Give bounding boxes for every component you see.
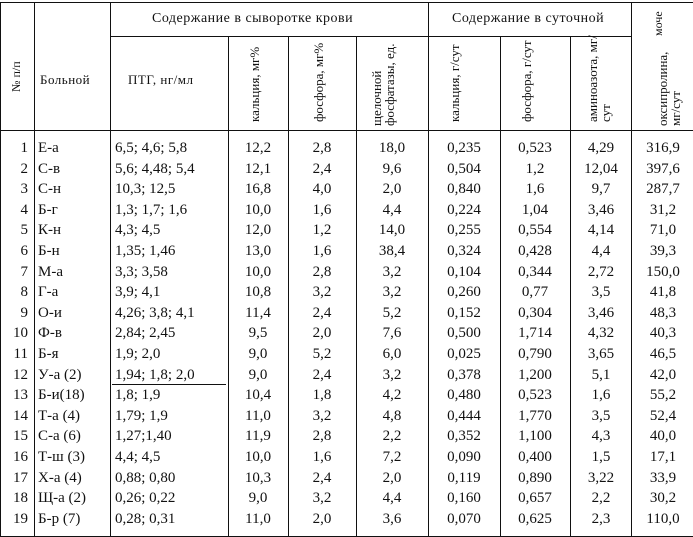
cell-patient: О-и [38,304,62,321]
cell-ca-u: 0,070 [447,510,481,527]
cell-pth: 4,3; 4,5 [115,222,161,239]
cell-n: 8 [20,284,28,301]
cell-amino: 2,3 [591,510,611,527]
cell-pth: 1,94; 1,8; 2,0 [115,366,195,383]
cell-pth: 0,26; 0,22 [115,490,176,507]
cell-patient: С-н [38,181,62,198]
cell-ca: 16,8 [244,181,272,198]
cell-pth: 1,35; 1,46 [115,243,176,259]
cell-ca-u: 0,840 [447,181,481,198]
col-divider-4 [288,36,289,537]
table-top-border [0,2,693,3]
cell-ca: 9,0 [248,490,268,507]
cell-p: 5,2 [312,346,332,362]
cell-ca: 9,5 [248,325,268,342]
cell-patient: Щ-а (2) [38,490,87,507]
cell-p: 2,8 [312,263,332,280]
col-divider-5 [356,36,357,537]
cell-ca-u: 0,352 [447,428,481,445]
col-divider-2 [110,2,111,537]
cell-hyp: 52,4 [649,407,677,424]
cell-hyp: 397,6 [646,160,680,177]
table-left-border [0,2,1,537]
cell-hyp: 40,0 [649,428,677,445]
cell-ca: 11,9 [245,428,271,445]
cell-n: 19 [13,510,28,527]
cell-amino: 5,1 [591,366,611,383]
cell-p-u: 0,890 [518,469,552,486]
cell-p-u: 0,304 [518,304,552,321]
cell-alk: 7,6 [382,325,402,342]
cell-ca-u: 0,378 [447,366,481,383]
cell-hyp: 110,0 [646,510,680,527]
cell-pth: 1,3; 1,7; 1,6 [115,201,188,218]
cell-n: 4 [20,201,28,218]
cell-p-u: 1,04 [521,201,549,218]
cell-pth: 0,28; 0,31 [115,510,176,527]
cell-p: 1,6 [312,449,332,465]
cell-p: 2,8 [312,140,332,156]
cell-alk: 2,0 [382,181,402,198]
cell-hyp: 150,0 [646,263,680,280]
cell-amino: 1,6 [591,387,611,404]
cell-ca-u: 0,119 [447,469,481,486]
cell-p-u: 0,400 [518,449,552,465]
col-divider-1 [34,2,35,537]
cell-pth: 1,8; 1,9 [115,387,161,404]
cell-ca-u: 0,504 [447,160,481,177]
cell-n: 9 [20,304,28,321]
cell-patient: Е-а [38,140,59,156]
cell-n: 12 [13,366,28,383]
cell-ca: 11,0 [245,407,271,424]
cell-alk: 2,0 [382,469,402,486]
cell-amino: 4,4 [591,243,611,259]
hydroxyproline-header: оксипролина, мг/сут [655,51,683,126]
cell-patient: Б-н [38,243,60,259]
cell-patient: Т-ш (3) [38,449,85,465]
cell-ca: 12,1 [244,160,272,177]
cell-alk: 3,2 [382,366,402,383]
cell-alk: 9,6 [382,160,402,177]
daily-group-header: Содержание в суточной [452,11,605,26]
cell-p: 3,2 [312,490,332,507]
cell-alk: 3,6 [382,510,402,527]
cell-ca-u: 0,480 [447,387,481,404]
cell-alk: 18,0 [378,140,406,156]
cell-p-u: 1,100 [518,428,552,445]
cell-pth: 5,6; 4,48; 5,4 [115,160,195,177]
cell-p-u: 1,714 [518,325,552,342]
cell-p-u: 0,523 [518,387,552,404]
cell-p: 1,2 [312,222,332,239]
cell-p-u: 0,657 [518,490,552,507]
cell-pth: 1,9; 2,0 [115,346,161,362]
cell-hyp: 42,0 [649,366,677,383]
cell-pth: 0,88; 0,80 [115,469,176,486]
cell-pth: 1,27;1,40 [115,428,172,445]
cell-amino: 12,04 [584,160,618,177]
col-divider-8 [570,36,571,537]
amino-nitrogen-header: аминоазота, мг/сут [585,35,613,122]
cell-ca-u: 0,160 [447,490,481,507]
cell-p-u: 1,2 [525,160,545,177]
cell-amino: 3,46 [587,304,615,321]
cell-hyp: 71,0 [649,222,677,239]
cell-amino: 3,65 [587,346,615,362]
cell-n: 13 [13,387,28,404]
cell-pth: 10,3; 12,5 [115,181,176,198]
blood-group-header: Содержание в сыворотке крови [152,11,354,26]
cell-n: 14 [13,407,28,424]
cell-amino: 3,22 [587,469,615,486]
cell-hyp: 41,8 [649,284,677,301]
cell-patient: Т-а (4) [38,407,81,424]
cell-n: 18 [13,490,28,507]
cell-amino: 3,5 [591,284,611,301]
cell-p-u: 0,344 [518,263,552,280]
cell-n: 17 [13,469,28,486]
cell-p-u: 0,554 [518,222,552,239]
cell-hyp: 316,9 [646,140,680,156]
cell-p-u: 0,625 [518,510,552,527]
cell-amino: 2,2 [591,490,611,507]
cell-patient: С-в [38,160,61,177]
cell-ca: 10,0 [244,263,272,280]
cell-p: 2,8 [312,428,332,445]
cell-n: 6 [20,243,28,259]
alk-phosphatase-header: щелочной фосфатазы, ед. [369,43,397,126]
cell-ca-u: 0,260 [447,284,481,301]
calcium-blood-header: кальция, мг% [247,46,262,122]
col-divider-6 [428,2,429,537]
col-divider-3 [228,36,229,537]
cell-ca-u: 0,104 [447,263,481,280]
cell-alk: 5,2 [382,304,402,321]
cell-patient: Ф-в [38,325,62,342]
cell-p-u: 1,770 [518,407,552,424]
calcium-urine-header: кальция, г/сут [447,44,462,122]
row-number-header: № п/п [9,61,23,92]
cell-pth: 4,4; 4,5 [115,449,161,465]
cell-alk: 4,4 [382,201,402,218]
cell-alk: 3,2 [382,263,402,280]
cell-alk: 38,4 [378,243,406,259]
cell-alk: 4,2 [382,387,402,404]
cell-amino: 4,14 [587,222,615,239]
cell-hyp: 46,5 [649,346,677,362]
cell-n: 11 [13,346,28,362]
cell-alk: 6,0 [382,346,402,362]
cell-pth: 3,3; 3,58 [115,263,168,280]
cell-ca: 10,0 [244,449,272,465]
cell-ca: 10,0 [244,201,272,218]
cell-n: 16 [13,449,28,465]
cell-p-u: 0,428 [518,243,552,259]
pth-header: ПТГ, нг/мл [128,72,194,87]
cell-pth: 6,5; 4,6; 5,8 [115,140,188,156]
cell-patient: У-а (2) [38,366,82,383]
cell-hyp: 33,9 [649,469,677,486]
cell-amino: 4,32 [587,325,615,342]
cell-amino: 4,3 [591,428,611,445]
cell-p-u: 0,790 [518,346,552,362]
cell-p: 2,4 [312,366,332,383]
cell-patient: Б-и(18) [38,387,85,404]
cell-p: 3,2 [312,407,332,424]
cell-ca: 13,0 [244,243,272,259]
cell-ca-u: 0,324 [447,243,481,259]
cell-hyp: 287,7 [646,181,680,198]
cell-hyp: 39,3 [649,243,677,259]
cell-patient: М-а [38,263,63,280]
cell-ca: 11,0 [245,510,271,527]
cell-hyp: 31,2 [649,201,677,218]
cell-p-u: 0,523 [518,140,552,156]
cell-ca-u: 0,255 [447,222,481,239]
cell-ca-u: 0,235 [447,140,481,156]
cell-n: 1 [20,140,28,156]
cell-p: 2,4 [312,160,332,177]
phosphorus-header: фосфора, мг% [311,42,326,122]
cell-patient: К-н [38,222,62,239]
cell-ca: 11,4 [245,304,271,321]
cell-hyp: 17,1 [649,449,677,465]
col-divider-7 [500,36,501,537]
cell-p: 2,4 [312,469,332,486]
cell-pth: 1,79; 1,9 [115,407,168,424]
cell-ca-u: 0,500 [447,325,481,342]
cell-pth: 3,9; 4,1 [115,284,161,301]
cell-p-u: 1,200 [518,366,552,383]
cell-amino: 3,46 [587,201,615,218]
cell-amino: 3,5 [591,407,611,424]
cell-p: 2,0 [312,325,332,342]
cell-p-u: 1,6 [525,181,545,198]
cell-ca: 12,0 [244,222,272,239]
cell-n: 3 [20,181,28,198]
header-bottom-border [0,130,693,131]
cell-ca: 12,2 [244,140,272,156]
cell-hyp: 30,2 [649,490,677,507]
cell-ca: 10,8 [244,284,272,301]
cell-ca-u: 0,025 [447,346,481,362]
cell-patient: Х-а (4) [38,469,82,486]
cell-hyp: 40,3 [649,325,677,342]
cell-p: 3,2 [312,284,332,301]
cell-hyp: 55,2 [649,387,677,404]
cell-alk: 4,8 [382,407,402,424]
cell-ca: 10,3 [244,469,272,486]
cell-p: 2,4 [312,304,332,321]
cell-ca: 9,0 [248,366,268,383]
cell-pth: 2,84; 2,45 [115,325,176,342]
cell-alk: 3,2 [382,284,402,301]
cell-amino: 2,72 [587,263,615,280]
cell-hyp: 48,3 [649,304,677,321]
phosphorus-urine-header: фосфора, г/сут [519,40,534,122]
cell-n: 5 [20,222,28,239]
patient-header: Больной [40,72,91,87]
cell-patient: Б-р (7) [38,510,81,527]
cell-p-u: 0,77 [521,284,549,301]
cell-n: 2 [20,160,28,177]
cell-ca: 9,0 [248,346,268,362]
cell-ca-u: 0,224 [447,201,481,218]
cell-ca: 10,4 [244,387,272,404]
cell-patient: Б-г [38,201,58,218]
cell-n: 7 [20,263,28,280]
cell-p: 1,6 [312,201,332,218]
cell-p: 2,0 [312,510,332,527]
cell-alk: 4,4 [382,490,402,507]
cell-amino: 1,5 [591,449,611,465]
cell-pth: 4,26; 3,8; 4,1 [115,304,195,321]
cell-patient: С-а (6) [38,428,81,445]
daily-group-header-cont: моче [651,11,665,36]
col-divider-9 [631,2,632,537]
cell-p: 1,6 [312,243,332,259]
cell-p: 4,0 [312,181,332,198]
cell-ca-u: 0,090 [447,449,481,465]
cell-n: 10 [13,325,28,342]
cell-amino: 4,29 [587,140,615,156]
cell-p: 1,8 [312,387,332,404]
cell-amino: 9,7 [591,181,611,198]
cell-ca-u: 0,444 [447,407,481,424]
cell-n: 15 [13,428,28,445]
cell-alk: 7,2 [382,449,402,465]
cell-ca-u: 0,152 [447,304,481,321]
cell-alk: 2,2 [382,428,402,445]
cell-patient: Б-я [38,346,59,362]
cell-alk: 14,0 [378,222,406,239]
cell-patient: Г-а [38,284,59,301]
row-underline-12 [112,384,226,385]
